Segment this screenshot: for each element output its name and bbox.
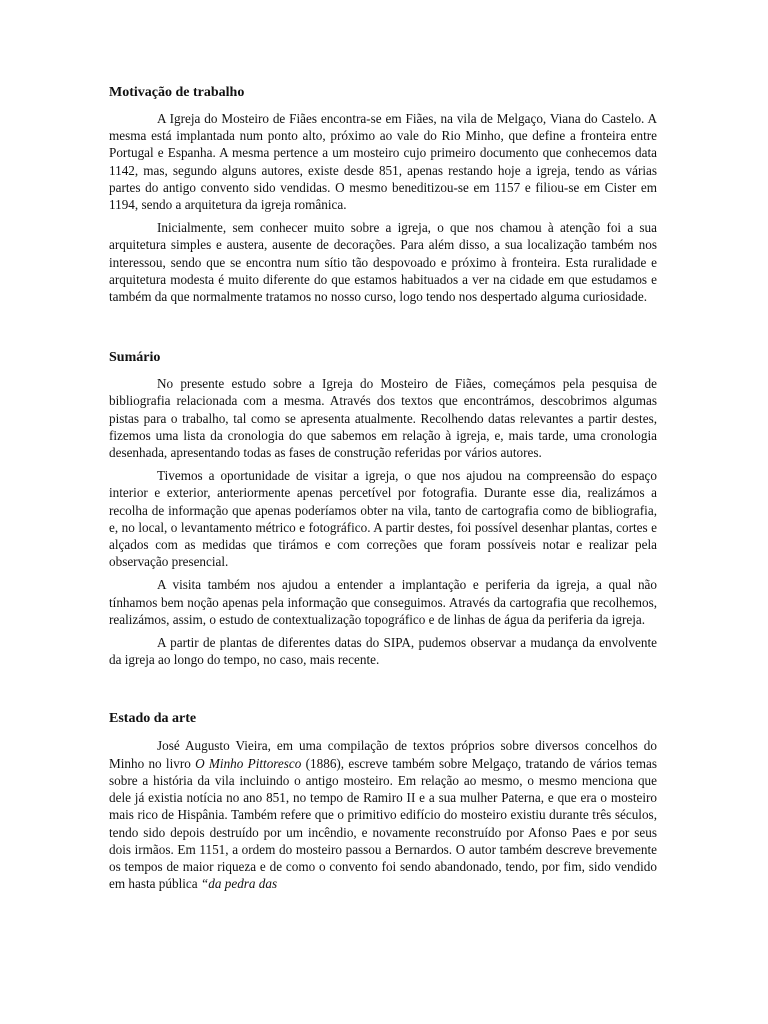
book-title: O Minho Pittoresco <box>195 755 302 771</box>
paragraph: A Igreja do Mosteiro de Fiães encontra-se em Fiães, na vila de Melgaço, Viana do Castelo. A mesma está implantada num ponto alto, próximo ao vale do Rio Minho, que define a fronteira entre Portugal e Espanha. A mesma pertence a um mosteiro cujo primeiro documento que conhecemos data 1142, mas, segundo alguns autores, existe desde 851, apenas restando hoje a igreja, tendo as várias partes do antigo convento sido vendidas. O mesmo beneditizou-se em 1157 e filiou-se em Cister em 1194, sendo a arquitetura da igreja românica. <box>109 111 657 213</box>
paragraph: Inicialmente, sem conhecer muito sobre a igreja, o que nos chamou à atenção foi a sua arquitetura simples e austera, ausente de decorações. Para além disso, a sua localização também nos interessou, sendo que se encontra num sítio tão despovoado e próximo à fronteira. Esta ruralidade e arquitetura modesta é muito diferente do que estamos habituados a ver na cidade em que estudamos e também da que normalmente tratamos no nosso curso, logo tendo nos despertado alguma curiosidade. <box>109 220 657 305</box>
paragraph: A partir de plantas de diferentes datas do SIPA, pudemos observar a mudança da envolvente da igreja ao longo do tempo, no caso, mais recente. <box>109 635 657 668</box>
paragraph: Tivemos a oportunidade de visitar a igreja, o que nos ajudou na compreensão do espaço interior e exterior, anteriormente apenas percetível por fotografia. Durante esse dia, realizámos a recolha de informação que apenas poderíamos obter na vila, tanto de cartografia como de bibliografia, e, no local, o levantamento métrico e fotográfico. A partir destes, foi possível desenhar plantas, cortes e alçados com as medidas que tirámos e com correções que foram possíveis notar e realizar pela observação presencial. <box>109 468 657 570</box>
paragraph <box>109 737 657 892</box>
paragraph: No presente estudo sobre a Igreja do Mosteiro de Fiães, começámos pela pesquisa de bibliografia relacionada com a mesma. Através dos textos que encontrámos, descobrimos algumas pistas para o trabalho, tal como se apresenta atualmente. Recolhendo datas relevantes a partir destes, fizemos uma lista da cronologia do que sabemos em relação à igreja, e, mais tarde, uma cronologia desenhada, apresentando todas as fases de construção referidas por vários autores. <box>109 376 657 461</box>
paragraph-text: José Augusto Vieira, em uma compilação de textos próprios sobre diversos concelhos do Minho no livro <box>109 738 657 771</box>
section-title-motivacao: Motivação de trabalho <box>109 85 245 100</box>
paragraph-text: (1886), escreve também sobre Melgaço, tratando de vários temas sobre a história da vila incluindo o antigo mosteiro. Em relação ao mesmo, o mesmo menciona que dele já existia notícia no ano 851, no tempo de Ramiro II e a sua mulher Paterna, e que era o mosteiro mais rico de Hispânia. Também refere que o primitivo edifício do mosteiro existiu durante três séculos, tendo sido depois destruído por um incêndio, e novamente reconstruído por Afonso Paes e por seus dois irmãos. Em 1151, a ordem do mosteiro passou a Bernardos. O autor também descreve brevemente os tempos de maior riqueza e de como o convento foi sendo abandonado, tendo, por fim, sido vendido em hasta pública <box>109 755 658 892</box>
section-title-estado-da-arte: Estado da arte <box>109 711 197 727</box>
document-page <box>109 84 657 892</box>
paragraph: A visita também nos ajudou a entender a implantação e periferia da igreja, a qual não tínhamos bem noção apenas pela informação que conseguimos. Através da cartografia que recolhemos, realizámos, assim, o estudo de contextualização topográfico e de linhas de água da periferia da igreja. <box>109 577 657 627</box>
section-title-sumario: Sumário <box>109 350 161 366</box>
quotation: “da pedra das <box>200 876 278 892</box>
